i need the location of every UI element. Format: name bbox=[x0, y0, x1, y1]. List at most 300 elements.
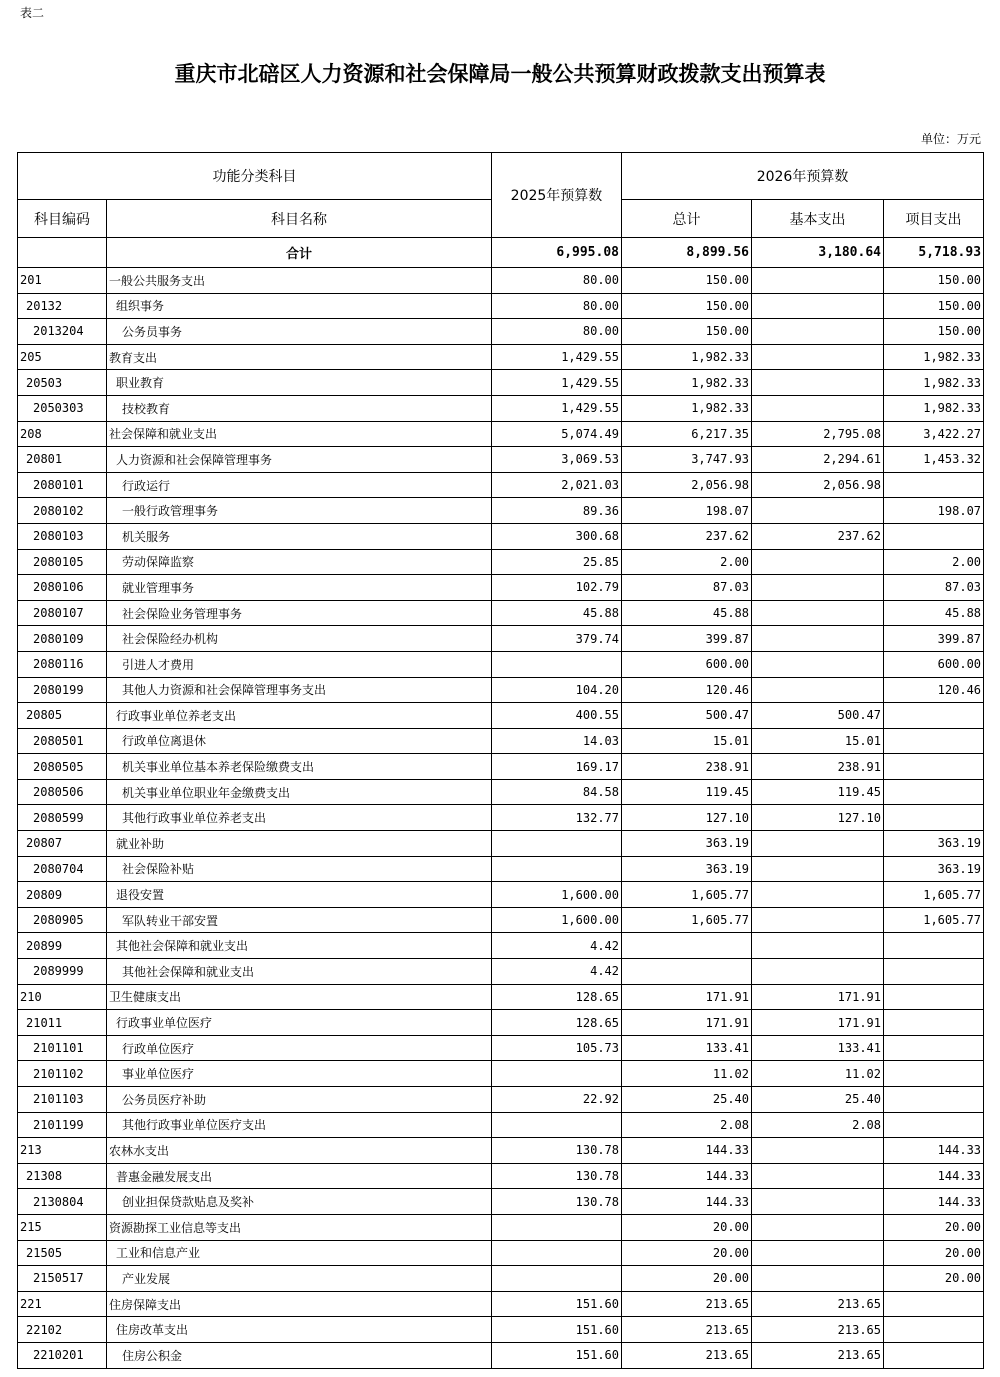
row-2025-value: 14.03 bbox=[492, 728, 622, 754]
row-2026-project: 150.00 bbox=[884, 319, 984, 345]
row-2026-project: 1,982.33 bbox=[884, 395, 984, 421]
row-code: 2101101 bbox=[18, 1035, 107, 1061]
row-2026-project: 1,605.77 bbox=[884, 882, 984, 908]
row-name: 普惠金融发展支出 bbox=[107, 1163, 492, 1189]
row-2026-total: 11.02 bbox=[622, 1061, 752, 1087]
row-code: 20503 bbox=[18, 370, 107, 396]
row-2026-basic bbox=[752, 856, 884, 882]
header-basic: 基本支出 bbox=[752, 200, 884, 238]
row-2026-basic: 2,294.61 bbox=[752, 447, 884, 473]
row-2026-total: 20.00 bbox=[622, 1214, 752, 1240]
table-row bbox=[18, 856, 984, 882]
row-2026-basic: 127.10 bbox=[752, 805, 884, 831]
row-code: 210 bbox=[18, 984, 107, 1010]
row-2026-total: 119.45 bbox=[622, 779, 752, 805]
row-name: 行政事业单位养老支出 bbox=[107, 703, 492, 729]
header-total: 总计 bbox=[622, 200, 752, 238]
row-2026-total: 1,982.33 bbox=[622, 395, 752, 421]
row-2025-value: 5,074.49 bbox=[492, 421, 622, 447]
row-2026-project: 2.00 bbox=[884, 549, 984, 575]
table-row bbox=[18, 882, 984, 908]
row-code: 2050303 bbox=[18, 395, 107, 421]
row-2025-value: 151.60 bbox=[492, 1342, 622, 1368]
row-name: 退役安置 bbox=[107, 882, 492, 908]
row-2026-project: 20.00 bbox=[884, 1214, 984, 1240]
row-name: 组织事务 bbox=[107, 293, 492, 319]
row-2026-basic bbox=[752, 1214, 884, 1240]
row-2025-value: 4.42 bbox=[492, 933, 622, 959]
row-code: 2130804 bbox=[18, 1189, 107, 1215]
row-name: 住房公积金 bbox=[107, 1342, 492, 1368]
table-row bbox=[18, 1317, 984, 1343]
row-2026-basic bbox=[752, 933, 884, 959]
table-row bbox=[18, 1189, 984, 1215]
row-2026-basic: 2,056.98 bbox=[752, 472, 884, 498]
row-name: 工业和信息产业 bbox=[107, 1240, 492, 1266]
row-code: 2080102 bbox=[18, 498, 107, 524]
table-row bbox=[18, 651, 984, 677]
row-2026-basic bbox=[752, 1189, 884, 1215]
row-2026-basic: 237.62 bbox=[752, 523, 884, 549]
row-name: 住房改革支出 bbox=[107, 1317, 492, 1343]
total-label: 合计 bbox=[107, 238, 492, 268]
row-2026-total: 2.00 bbox=[622, 549, 752, 575]
row-2026-basic: 171.91 bbox=[752, 1010, 884, 1036]
row-2026-total: 150.00 bbox=[622, 319, 752, 345]
row-name: 行政单位离退休 bbox=[107, 728, 492, 754]
row-name: 行政事业单位医疗 bbox=[107, 1010, 492, 1036]
table-row bbox=[18, 1061, 984, 1087]
row-2026-total: 144.33 bbox=[622, 1189, 752, 1215]
row-2025-value: 151.60 bbox=[492, 1317, 622, 1343]
row-2026-basic bbox=[752, 549, 884, 575]
row-2026-project: 1,982.33 bbox=[884, 344, 984, 370]
table-row bbox=[18, 703, 984, 729]
row-name: 机关事业单位基本养老保险缴费支出 bbox=[107, 754, 492, 780]
row-2025-value: 1,600.00 bbox=[492, 907, 622, 933]
row-2026-total: 1,982.33 bbox=[622, 370, 752, 396]
row-2026-project: 1,453.32 bbox=[884, 447, 984, 473]
row-code: 20801 bbox=[18, 447, 107, 473]
row-2026-basic: 15.01 bbox=[752, 728, 884, 754]
table-row bbox=[18, 1163, 984, 1189]
row-2026-total: 20.00 bbox=[622, 1266, 752, 1292]
table-row bbox=[18, 1266, 984, 1292]
row-2026-project bbox=[884, 1317, 984, 1343]
row-2026-project: 87.03 bbox=[884, 575, 984, 601]
row-2026-total: 87.03 bbox=[622, 575, 752, 601]
row-2026-total: 2.08 bbox=[622, 1112, 752, 1138]
table-row bbox=[18, 1342, 984, 1368]
row-2026-project bbox=[884, 984, 984, 1010]
total-2026-project: 5,718.93 bbox=[884, 238, 984, 268]
row-2026-total: 238.91 bbox=[622, 754, 752, 780]
row-code: 2080107 bbox=[18, 600, 107, 626]
row-code: 2080704 bbox=[18, 856, 107, 882]
table-row bbox=[18, 1035, 984, 1061]
table-row bbox=[18, 1010, 984, 1036]
row-2026-total: 1,982.33 bbox=[622, 344, 752, 370]
row-2025-value: 4.42 bbox=[492, 959, 622, 985]
row-2025-value: 1,600.00 bbox=[492, 882, 622, 908]
row-name: 其他人力资源和社会保障管理事务支出 bbox=[107, 677, 492, 703]
row-code: 2080506 bbox=[18, 779, 107, 805]
row-2026-total: 150.00 bbox=[622, 293, 752, 319]
table-row bbox=[18, 575, 984, 601]
budget-table bbox=[17, 152, 984, 1369]
row-name: 人力资源和社会保障管理事务 bbox=[107, 447, 492, 473]
row-2026-basic bbox=[752, 293, 884, 319]
row-code: 21011 bbox=[18, 1010, 107, 1036]
row-2026-project: 3,422.27 bbox=[884, 421, 984, 447]
total-row bbox=[18, 238, 984, 268]
doc-tag: 表二 bbox=[20, 6, 45, 20]
row-code: 2101102 bbox=[18, 1061, 107, 1087]
row-2026-project: 600.00 bbox=[884, 651, 984, 677]
header-name: 科目名称 bbox=[107, 200, 492, 238]
row-name: 资源勘探工业信息等支出 bbox=[107, 1214, 492, 1240]
row-2025-value: 128.65 bbox=[492, 984, 622, 1010]
row-code: 213 bbox=[18, 1138, 107, 1164]
row-2026-project bbox=[884, 523, 984, 549]
table-row bbox=[18, 319, 984, 345]
row-code: 2080106 bbox=[18, 575, 107, 601]
header-project: 项目支出 bbox=[884, 200, 984, 238]
row-2026-project: 1,982.33 bbox=[884, 370, 984, 396]
row-2026-total: 1,605.77 bbox=[622, 882, 752, 908]
row-2026-basic: 119.45 bbox=[752, 779, 884, 805]
header-code: 科目编码 bbox=[18, 200, 107, 238]
row-2026-project: 150.00 bbox=[884, 268, 984, 294]
row-2025-value: 300.68 bbox=[492, 523, 622, 549]
row-code: 2080905 bbox=[18, 907, 107, 933]
row-name: 就业管理事务 bbox=[107, 575, 492, 601]
total-2026-total: 8,899.56 bbox=[622, 238, 752, 268]
row-2026-project: 144.33 bbox=[884, 1163, 984, 1189]
row-2025-value: 1,429.55 bbox=[492, 395, 622, 421]
table-row bbox=[18, 831, 984, 857]
row-code: 2101199 bbox=[18, 1112, 107, 1138]
row-code: 2013204 bbox=[18, 319, 107, 345]
row-code: 201 bbox=[18, 268, 107, 294]
row-2025-value bbox=[492, 856, 622, 882]
row-2026-total: 127.10 bbox=[622, 805, 752, 831]
row-2025-value: 130.78 bbox=[492, 1138, 622, 1164]
page-title: 重庆市北碚区人力资源和社会保障局一般公共预算财政拨款支出预算表 bbox=[174, 61, 826, 86]
row-2026-total: 25.40 bbox=[622, 1087, 752, 1113]
row-2026-total: 144.33 bbox=[622, 1163, 752, 1189]
row-2025-value: 3,069.53 bbox=[492, 447, 622, 473]
row-2026-total: 171.91 bbox=[622, 984, 752, 1010]
row-2026-basic bbox=[752, 651, 884, 677]
row-code: 2080199 bbox=[18, 677, 107, 703]
total-2026-basic: 3,180.64 bbox=[752, 238, 884, 268]
table-row bbox=[18, 549, 984, 575]
row-name: 社会保障和就业支出 bbox=[107, 421, 492, 447]
table-row bbox=[18, 498, 984, 524]
row-2026-basic bbox=[752, 1240, 884, 1266]
row-name: 就业补助 bbox=[107, 831, 492, 857]
row-2026-total bbox=[622, 933, 752, 959]
table-row bbox=[18, 677, 984, 703]
row-code: 2080505 bbox=[18, 754, 107, 780]
row-2025-value: 80.00 bbox=[492, 293, 622, 319]
row-2025-value: 379.74 bbox=[492, 626, 622, 652]
row-name: 卫生健康支出 bbox=[107, 984, 492, 1010]
row-2026-basic bbox=[752, 882, 884, 908]
row-2026-project bbox=[884, 472, 984, 498]
row-2026-total: 15.01 bbox=[622, 728, 752, 754]
row-code: 215 bbox=[18, 1214, 107, 1240]
row-code: 2080501 bbox=[18, 728, 107, 754]
row-2026-project: 1,605.77 bbox=[884, 907, 984, 933]
row-2026-basic: 238.91 bbox=[752, 754, 884, 780]
row-name: 农林水支出 bbox=[107, 1138, 492, 1164]
row-2026-project bbox=[884, 703, 984, 729]
row-2026-total: 213.65 bbox=[622, 1342, 752, 1368]
row-2026-basic bbox=[752, 626, 884, 652]
row-name: 行政单位医疗 bbox=[107, 1035, 492, 1061]
row-2026-project bbox=[884, 1291, 984, 1317]
row-2026-project: 20.00 bbox=[884, 1240, 984, 1266]
row-2026-basic bbox=[752, 959, 884, 985]
table-row bbox=[18, 421, 984, 447]
row-2026-project: 399.87 bbox=[884, 626, 984, 652]
table-row bbox=[18, 1112, 984, 1138]
table-row bbox=[18, 523, 984, 549]
row-2026-project bbox=[884, 805, 984, 831]
row-2025-value bbox=[492, 1112, 622, 1138]
row-2026-basic bbox=[752, 498, 884, 524]
row-name: 公务员医疗补助 bbox=[107, 1087, 492, 1113]
row-2026-basic: 171.91 bbox=[752, 984, 884, 1010]
row-name: 一般公共服务支出 bbox=[107, 268, 492, 294]
unit-label: 单位：万元 bbox=[920, 132, 981, 146]
row-2025-value: 132.77 bbox=[492, 805, 622, 831]
row-2025-value: 400.55 bbox=[492, 703, 622, 729]
row-name: 劳动保障监察 bbox=[107, 549, 492, 575]
row-code: 208 bbox=[18, 421, 107, 447]
total-2025: 6,995.08 bbox=[492, 238, 622, 268]
row-2026-basic bbox=[752, 831, 884, 857]
row-2026-total: 198.07 bbox=[622, 498, 752, 524]
row-2025-value bbox=[492, 1266, 622, 1292]
table-row bbox=[18, 779, 984, 805]
table-row bbox=[18, 370, 984, 396]
row-code: 2080116 bbox=[18, 651, 107, 677]
table-row bbox=[18, 728, 984, 754]
row-code: 20809 bbox=[18, 882, 107, 908]
header-function-group: 功能分类科目 bbox=[18, 153, 492, 200]
row-2026-project bbox=[884, 933, 984, 959]
row-2026-project: 120.46 bbox=[884, 677, 984, 703]
row-2026-project: 45.88 bbox=[884, 600, 984, 626]
header-2026-group: 2026年预算数 bbox=[622, 153, 984, 200]
row-2026-project bbox=[884, 959, 984, 985]
row-2025-value: 1,429.55 bbox=[492, 344, 622, 370]
row-2026-project: 363.19 bbox=[884, 831, 984, 857]
row-name: 其他社会保障和就业支出 bbox=[107, 933, 492, 959]
row-2026-project: 198.07 bbox=[884, 498, 984, 524]
row-code: 2080599 bbox=[18, 805, 107, 831]
row-code: 2080109 bbox=[18, 626, 107, 652]
row-2026-project bbox=[884, 1010, 984, 1036]
row-2025-value bbox=[492, 651, 622, 677]
row-name: 一般行政管理事务 bbox=[107, 498, 492, 524]
table-row bbox=[18, 984, 984, 1010]
row-code: 2210201 bbox=[18, 1342, 107, 1368]
header-2025-budget: 2025年预算数 bbox=[492, 153, 622, 238]
row-code: 20132 bbox=[18, 293, 107, 319]
row-2026-total: 363.19 bbox=[622, 856, 752, 882]
row-2025-value: 25.85 bbox=[492, 549, 622, 575]
row-2026-project bbox=[884, 754, 984, 780]
row-code: 2150517 bbox=[18, 1266, 107, 1292]
row-2026-project: 150.00 bbox=[884, 293, 984, 319]
row-name: 创业担保贷款贴息及奖补 bbox=[107, 1189, 492, 1215]
row-2026-basic: 213.65 bbox=[752, 1342, 884, 1368]
row-name: 其他行政事业单位医疗支出 bbox=[107, 1112, 492, 1138]
row-2025-value: 128.65 bbox=[492, 1010, 622, 1036]
row-2026-basic: 25.40 bbox=[752, 1087, 884, 1113]
row-2026-project bbox=[884, 1035, 984, 1061]
table-row bbox=[18, 907, 984, 933]
row-2026-total: 363.19 bbox=[622, 831, 752, 857]
row-name: 引进人才费用 bbox=[107, 651, 492, 677]
row-2026-basic bbox=[752, 677, 884, 703]
row-code: 21308 bbox=[18, 1163, 107, 1189]
row-2026-total: 150.00 bbox=[622, 268, 752, 294]
row-2025-value: 105.73 bbox=[492, 1035, 622, 1061]
row-2026-project bbox=[884, 1342, 984, 1368]
row-code: 22102 bbox=[18, 1317, 107, 1343]
row-code: 21505 bbox=[18, 1240, 107, 1266]
row-2026-total: 45.88 bbox=[622, 600, 752, 626]
row-name: 其他行政事业单位养老支出 bbox=[107, 805, 492, 831]
row-name: 产业发展 bbox=[107, 1266, 492, 1292]
row-2026-basic: 500.47 bbox=[752, 703, 884, 729]
table-row bbox=[18, 805, 984, 831]
row-2026-basic: 213.65 bbox=[752, 1317, 884, 1343]
table-row bbox=[18, 1087, 984, 1113]
row-2026-basic bbox=[752, 370, 884, 396]
row-name: 技校教育 bbox=[107, 395, 492, 421]
table-row bbox=[18, 754, 984, 780]
row-code: 2080101 bbox=[18, 472, 107, 498]
row-2026-total: 2,056.98 bbox=[622, 472, 752, 498]
row-2026-total: 120.46 bbox=[622, 677, 752, 703]
row-code: 2080103 bbox=[18, 523, 107, 549]
row-2026-basic: 2,795.08 bbox=[752, 421, 884, 447]
row-code: 221 bbox=[18, 1291, 107, 1317]
row-2025-value bbox=[492, 1061, 622, 1087]
row-name: 社会保险经办机构 bbox=[107, 626, 492, 652]
row-code: 205 bbox=[18, 344, 107, 370]
table-row bbox=[18, 268, 984, 294]
row-2026-project: 363.19 bbox=[884, 856, 984, 882]
row-2025-value: 80.00 bbox=[492, 319, 622, 345]
row-2026-total: 144.33 bbox=[622, 1138, 752, 1164]
row-name: 机关服务 bbox=[107, 523, 492, 549]
row-2026-total: 237.62 bbox=[622, 523, 752, 549]
table-row bbox=[18, 959, 984, 985]
row-2026-basic bbox=[752, 344, 884, 370]
table-body bbox=[18, 238, 984, 1369]
row-2025-value bbox=[492, 831, 622, 857]
total-code-cell bbox=[18, 238, 107, 268]
row-2025-value: 80.00 bbox=[492, 268, 622, 294]
row-2026-basic: 2.08 bbox=[752, 1112, 884, 1138]
row-name: 教育支出 bbox=[107, 344, 492, 370]
row-2026-total: 399.87 bbox=[622, 626, 752, 652]
row-2026-basic: 133.41 bbox=[752, 1035, 884, 1061]
row-2025-value: 130.78 bbox=[492, 1163, 622, 1189]
row-2026-total: 20.00 bbox=[622, 1240, 752, 1266]
row-2025-value: 89.36 bbox=[492, 498, 622, 524]
row-2026-total: 133.41 bbox=[622, 1035, 752, 1061]
table-row bbox=[18, 933, 984, 959]
row-2025-value: 169.17 bbox=[492, 754, 622, 780]
row-code: 2089999 bbox=[18, 959, 107, 985]
table-row bbox=[18, 344, 984, 370]
row-name: 事业单位医疗 bbox=[107, 1061, 492, 1087]
row-2026-total: 171.91 bbox=[622, 1010, 752, 1036]
table-row bbox=[18, 395, 984, 421]
row-code: 2101103 bbox=[18, 1087, 107, 1113]
row-name: 社会保险补贴 bbox=[107, 856, 492, 882]
row-2026-total: 500.47 bbox=[622, 703, 752, 729]
row-2026-total bbox=[622, 959, 752, 985]
row-2026-basic bbox=[752, 268, 884, 294]
row-name: 住房保障支出 bbox=[107, 1291, 492, 1317]
table-row bbox=[18, 1214, 984, 1240]
row-2026-project bbox=[884, 728, 984, 754]
row-2026-project: 20.00 bbox=[884, 1266, 984, 1292]
row-2025-value: 130.78 bbox=[492, 1189, 622, 1215]
row-2025-value: 84.58 bbox=[492, 779, 622, 805]
row-2025-value: 104.20 bbox=[492, 677, 622, 703]
row-2026-basic bbox=[752, 1163, 884, 1189]
row-name: 行政运行 bbox=[107, 472, 492, 498]
row-2026-basic bbox=[752, 907, 884, 933]
row-code: 20807 bbox=[18, 831, 107, 857]
row-2026-project bbox=[884, 1087, 984, 1113]
row-2026-basic bbox=[752, 575, 884, 601]
row-2026-total: 600.00 bbox=[622, 651, 752, 677]
row-2025-value bbox=[492, 1214, 622, 1240]
row-2026-basic: 213.65 bbox=[752, 1291, 884, 1317]
row-2025-value: 22.92 bbox=[492, 1087, 622, 1113]
row-2026-total: 213.65 bbox=[622, 1291, 752, 1317]
row-code: 20805 bbox=[18, 703, 107, 729]
row-2026-project: 144.33 bbox=[884, 1189, 984, 1215]
row-2026-basic bbox=[752, 600, 884, 626]
row-2026-total: 1,605.77 bbox=[622, 907, 752, 933]
row-name: 军队转业干部安置 bbox=[107, 907, 492, 933]
row-2026-total: 213.65 bbox=[622, 1317, 752, 1343]
row-2026-basic bbox=[752, 1266, 884, 1292]
table-row bbox=[18, 626, 984, 652]
table-row bbox=[18, 1138, 984, 1164]
row-2025-value bbox=[492, 1240, 622, 1266]
row-name: 公务员事务 bbox=[107, 319, 492, 345]
row-name: 社会保险业务管理事务 bbox=[107, 600, 492, 626]
table-row bbox=[18, 1240, 984, 1266]
row-2026-project bbox=[884, 1061, 984, 1087]
row-2026-project bbox=[884, 1112, 984, 1138]
row-2026-project bbox=[884, 779, 984, 805]
row-name: 机关事业单位职业年金缴费支出 bbox=[107, 779, 492, 805]
